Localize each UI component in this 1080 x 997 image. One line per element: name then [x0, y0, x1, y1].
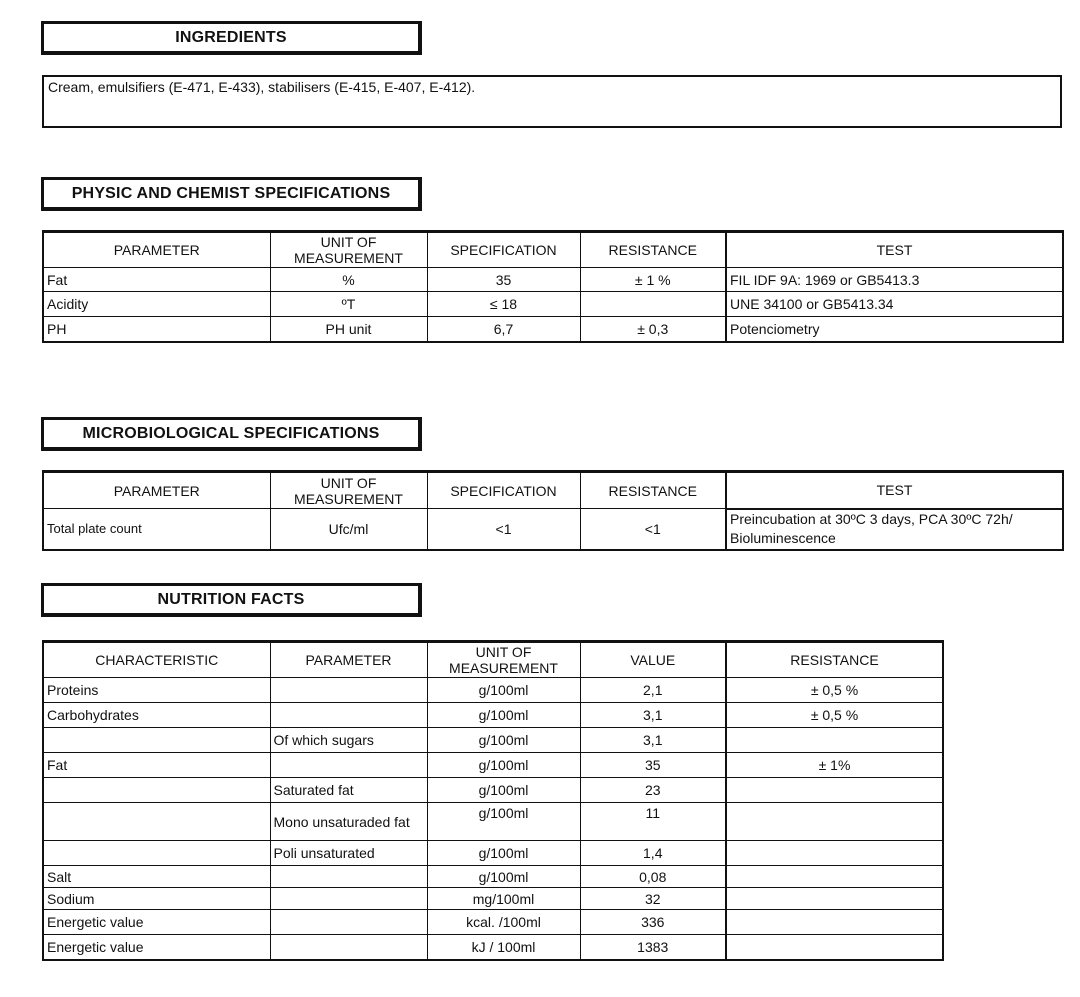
nutrition-cell-parameter — [270, 703, 427, 728]
nutrition-cell-unit: kcal. /100ml — [427, 910, 580, 935]
nutrition-cell-characteristic: Energetic value — [43, 910, 270, 935]
nutrition-header-resistance: RESISTANCE — [726, 642, 943, 678]
nutrition-cell-parameter — [270, 678, 427, 703]
nutrition-cell-resistance — [726, 888, 943, 910]
micro-cell-specification: <1 — [427, 509, 580, 550]
nutrition-cell-value: 11 — [580, 803, 726, 841]
table-row — [43, 509, 1063, 550]
nutrition-cell-parameter — [270, 753, 427, 778]
table-row — [43, 935, 943, 960]
physchem-cell-parameter: PH — [43, 317, 270, 342]
nutrition-cell-resistance — [726, 778, 943, 803]
physchem-header-specification: SPECIFICATION — [427, 232, 580, 268]
nutrition-cell-characteristic: Proteins — [43, 678, 270, 703]
nutrition-cell-resistance — [726, 728, 943, 753]
table-row — [43, 292, 1063, 317]
nutrition-cell-unit: g/100ml — [427, 866, 580, 888]
nutrition-cell-resistance — [726, 841, 943, 866]
nutrition-cell-characteristic: Salt — [43, 866, 270, 888]
nutrition-cell-value: 336 — [580, 910, 726, 935]
nutrition-cell-unit: g/100ml — [427, 803, 580, 841]
nutrition-header-value: VALUE — [580, 642, 726, 678]
micro-header-unit — [270, 472, 427, 509]
physchem-cell-test: FIL IDF 9A: 1969 or GB5413.3 — [726, 268, 1063, 292]
nutrition-header-unit-line2: MEASUREMENT — [449, 660, 558, 676]
nutrition-cell-unit: g/100ml — [427, 728, 580, 753]
nutrition-header-characteristic: CHARACTERISTIC — [43, 642, 270, 678]
nutrition-cell-unit: g/100ml — [427, 753, 580, 778]
physchem-header-resistance: RESISTANCE — [580, 232, 726, 268]
nutrition-cell-characteristic: Energetic value — [43, 935, 270, 960]
physchem-cell-specification: 6,7 — [427, 317, 580, 342]
table-row — [43, 803, 943, 841]
physchem-cell-resistance: ± 1 % — [580, 268, 726, 292]
nutrition-table — [42, 640, 944, 961]
micro-header-resistance: RESISTANCE — [580, 472, 726, 509]
nutrition-cell-unit: g/100ml — [427, 841, 580, 866]
nutrition-cell-value: 2,1 — [580, 678, 726, 703]
nutrition-cell-parameter — [270, 866, 427, 888]
nutrition-cell-unit: g/100ml — [427, 778, 580, 803]
physchem-table — [42, 230, 1064, 343]
nutrition-cell-characteristic: Fat — [43, 753, 270, 778]
nutrition-cell-value: 32 — [580, 888, 726, 910]
nutrition-cell-unit: g/100ml — [427, 678, 580, 703]
nutrition-header-row — [43, 642, 943, 678]
nutrition-cell-resistance — [726, 866, 943, 888]
nutrition-cell-characteristic — [43, 778, 270, 803]
table-row — [43, 728, 943, 753]
physchem-cell-parameter: Acidity — [43, 292, 270, 317]
nutrition-cell-value: 23 — [580, 778, 726, 803]
table-row — [43, 841, 943, 866]
nutrition-cell-parameter: Poli unsaturated — [270, 841, 427, 866]
nutrition-header-unit-line1: UNIT OF — [475, 644, 532, 660]
micro-cell-unit: Ufc/ml — [270, 509, 427, 550]
table-row — [43, 317, 1063, 342]
physchem-header-unit — [270, 232, 427, 268]
physchem-cell-test: UNE 34100 or GB5413.34 — [726, 292, 1063, 317]
nutrition-cell-resistance — [726, 935, 943, 960]
micro-cell-parameter: Total plate count — [43, 509, 270, 550]
nutrition-cell-resistance — [726, 803, 943, 841]
nutrition-cell-unit: g/100ml — [427, 703, 580, 728]
nutrition-cell-resistance: ± 0,5 % — [726, 678, 943, 703]
micro-header-specification: SPECIFICATION — [427, 472, 580, 509]
nutrition-cell-resistance: ± 1% — [726, 753, 943, 778]
nutrition-cell-characteristic: Sodium — [43, 888, 270, 910]
nutrition-cell-value: 35 — [580, 753, 726, 778]
ingredients-text: Cream, emulsifiers (E-471, E-433), stabilisers (E-415, E-407, E-412). — [42, 75, 1062, 128]
physchem-cell-resistance: ± 0,3 — [580, 317, 726, 342]
nutrition-cell-value: 0,08 — [580, 866, 726, 888]
nutrition-cell-parameter — [270, 910, 427, 935]
nutrition-cell-characteristic — [43, 841, 270, 866]
micro-header-parameter: PARAMETER — [43, 472, 270, 509]
micro-cell-test-line2: Bioluminescence — [730, 530, 836, 546]
table-row — [43, 778, 943, 803]
micro-cell-test — [726, 509, 1063, 550]
nutrition-cell-parameter: Mono unsaturaded fat — [270, 803, 427, 841]
table-row — [43, 268, 1063, 292]
nutrition-header-unit — [427, 642, 580, 678]
micro-cell-test-line1: Preincubation at 30ºC 3 days, PCA 30ºC 72h/ — [730, 511, 1013, 527]
physchem-header-unit-line1: UNIT OF — [320, 234, 377, 250]
physchem-title: PHYSIC AND CHEMIST SPECIFICATIONS — [41, 177, 422, 211]
table-row — [43, 703, 943, 728]
nutrition-cell-characteristic — [43, 803, 270, 841]
ingredients-title: INGREDIENTS — [41, 21, 422, 55]
micro-header-unit-line1: UNIT OF — [320, 474, 377, 491]
table-row — [43, 888, 943, 910]
micro-header-unit-line2: MEASUREMENT — [294, 490, 403, 507]
nutrition-title: NUTRITION FACTS — [41, 583, 422, 617]
physchem-header-parameter: PARAMETER — [43, 232, 270, 268]
micro-header-test: TEST — [726, 472, 1063, 509]
nutrition-cell-unit: mg/100ml — [427, 888, 580, 910]
table-row — [43, 866, 943, 888]
nutrition-cell-value: 1383 — [580, 935, 726, 960]
nutrition-cell-characteristic: Carbohydrates — [43, 703, 270, 728]
nutrition-cell-characteristic — [43, 728, 270, 753]
nutrition-cell-parameter — [270, 935, 427, 960]
physchem-cell-parameter: Fat — [43, 268, 270, 292]
micro-title: MICROBIOLOGICAL SPECIFICATIONS — [41, 417, 422, 451]
physchem-cell-specification: ≤ 18 — [427, 292, 580, 317]
physchem-cell-specification: 35 — [427, 268, 580, 292]
physchem-header-row — [43, 232, 1063, 268]
micro-header-row — [43, 472, 1063, 509]
physchem-cell-resistance — [580, 292, 726, 317]
nutrition-cell-parameter: Of which sugars — [270, 728, 427, 753]
physchem-cell-unit: ºT — [270, 292, 427, 317]
nutrition-header-parameter: PARAMETER — [270, 642, 427, 678]
table-row — [43, 753, 943, 778]
physchem-cell-test: Potenciometry — [726, 317, 1063, 342]
nutrition-cell-value: 3,1 — [580, 703, 726, 728]
nutrition-cell-parameter — [270, 888, 427, 910]
physchem-cell-unit: % — [270, 268, 427, 292]
micro-cell-resistance: <1 — [580, 509, 726, 550]
nutrition-cell-value: 3,1 — [580, 728, 726, 753]
physchem-cell-unit: PH unit — [270, 317, 427, 342]
nutrition-cell-unit: kJ / 100ml — [427, 935, 580, 960]
nutrition-cell-value: 1,4 — [580, 841, 726, 866]
nutrition-cell-resistance: ± 0,5 % — [726, 703, 943, 728]
table-row — [43, 910, 943, 935]
nutrition-cell-parameter: Saturated fat — [270, 778, 427, 803]
physchem-header-test: TEST — [726, 232, 1063, 268]
table-row — [43, 678, 943, 703]
micro-table — [42, 470, 1064, 551]
physchem-header-unit-line2: MEASUREMENT — [294, 250, 403, 266]
nutrition-cell-resistance — [726, 910, 943, 935]
